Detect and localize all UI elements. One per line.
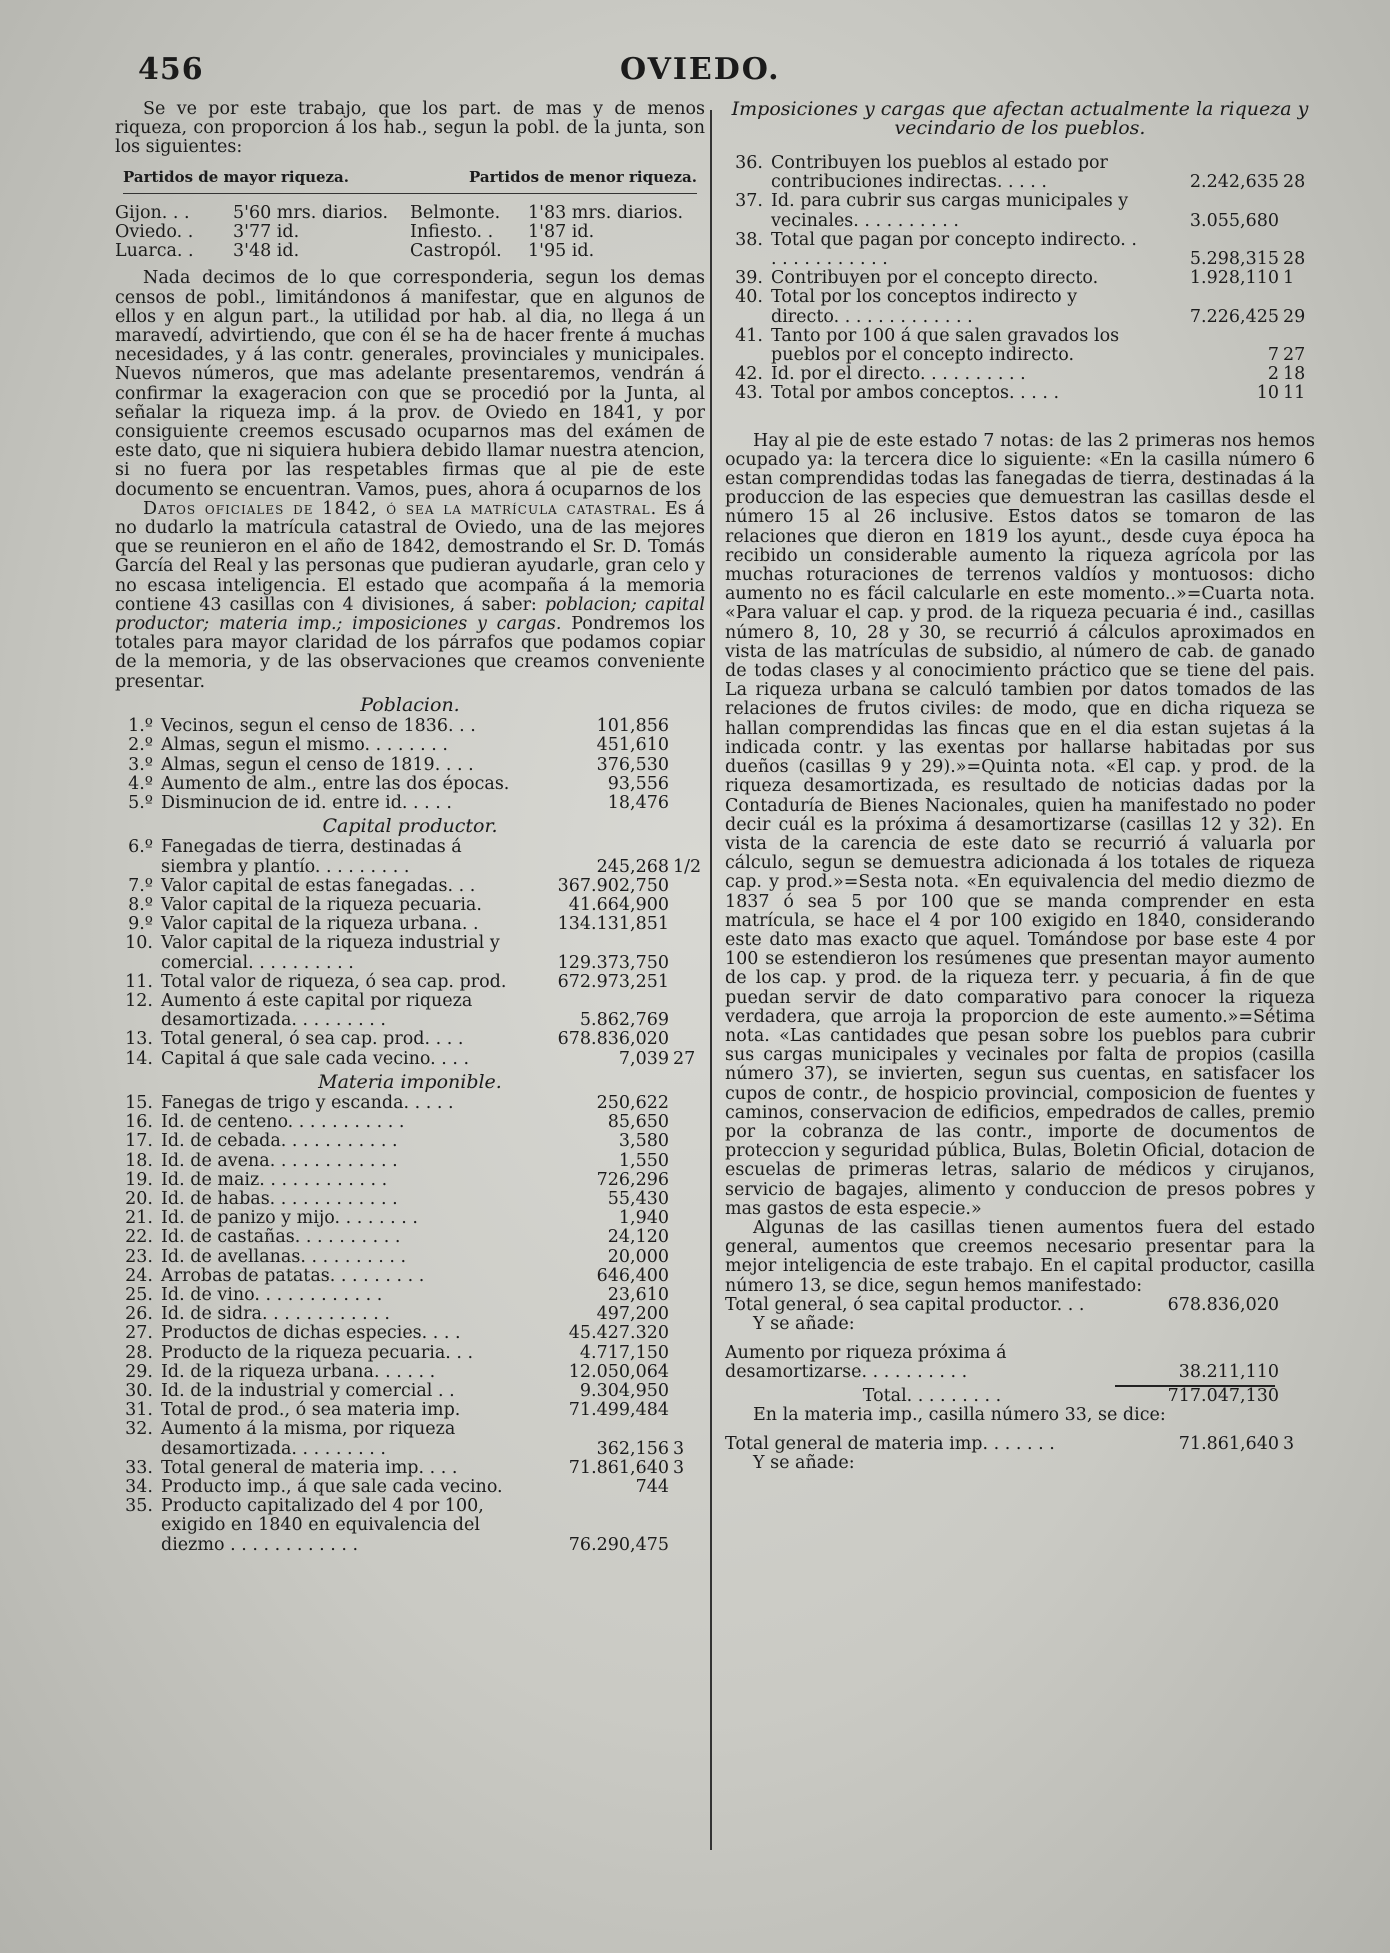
list-item bbox=[115, 838, 705, 876]
item-number: 4.º bbox=[128, 773, 153, 794]
item-label: Id. de cebada. . . . . . . . . . . bbox=[161, 1131, 398, 1152]
list-item bbox=[115, 1267, 705, 1286]
item-value: 4.717,150 bbox=[579, 1342, 669, 1363]
en-la-materia: En la materia imp., casilla número 33, se dice: bbox=[753, 1404, 1166, 1425]
section-imposiciones: Imposiciones y cargas que afectan actualmente la riqueza y vecindario de los pueblos. bbox=[731, 98, 1309, 139]
item-value: 1,550 bbox=[618, 1150, 669, 1171]
item-label: Valor capital de la riqueza industrial y comercial. . . . . . . . . . bbox=[161, 933, 500, 973]
item-label: Producto de la riqueza pecuaria. . . bbox=[161, 1342, 474, 1363]
item-number: 24. bbox=[125, 1265, 153, 1286]
list-item bbox=[115, 896, 705, 915]
item-value: 5.298,315 bbox=[1189, 249, 1279, 270]
item-number: 5.º bbox=[128, 792, 153, 813]
item-suffix: 1/2 bbox=[673, 856, 702, 877]
total-label: Total. . . . . . . . . bbox=[862, 1385, 1002, 1406]
left-column bbox=[115, 100, 705, 1555]
total-value: 717.047,130 bbox=[1167, 1385, 1279, 1406]
total-capital-row bbox=[725, 1296, 1315, 1315]
item-label: Total por los conceptos indirecto y directo. . . . . . . . . . . . . bbox=[771, 287, 1078, 327]
item-value: 71.499,484 bbox=[568, 1400, 669, 1421]
item-value: 18,476 bbox=[607, 792, 669, 813]
item-label: Tanto por 100 á que salen gravados los pueblos por el concepto indirecto. bbox=[771, 325, 1120, 366]
para-nada-decimos: Nada decimos de lo que corresponderia, segun los demas censos de pobl., limitándonos á manifestar, que en algunos de ellos y en algun part., la utilidad por hab. al dia, no llega á un maravedí, advirtiendo, que con él se ha de hacer frente á muchas necesidades, y á las contr. generales, provinciales y municipales. Nuevos números, que mas adelante presentaremos, vendrán á confirmar la exageracion con que se procedió por la Junta, al señalar la riqueza imp. á la prov. de Oviedo en 1841, y por consiguiente creemos escusado ocuparnos mas del exámen de este dato, que ni siquiera hubiera debido llamar nuestra atencion, si no fuera por las respetables firmas que al pie de este documento se encuentran. Vamos, pues, ahora á ocuparnos de los bbox=[115, 268, 705, 500]
item-value: 672.973,251 bbox=[557, 971, 669, 992]
list-item bbox=[725, 327, 1315, 365]
list-item bbox=[115, 915, 705, 934]
partidos-cell: Luarca. . bbox=[115, 241, 194, 262]
item-number: 6.º bbox=[128, 837, 153, 858]
item-label: Producto capitalizado del 4 por 100, exigido en 1840 en equivalencia del diezmo . . . . . . . . . . . . bbox=[161, 1496, 484, 1555]
partidos-row bbox=[115, 223, 705, 242]
aumento-row bbox=[725, 1344, 1315, 1382]
list-item bbox=[115, 1050, 705, 1069]
item-label: Disminucion de id. entre id. . . . . bbox=[161, 792, 452, 813]
item-number: 32. bbox=[125, 1419, 153, 1440]
partidos-table-header bbox=[115, 168, 705, 187]
item-label: Fanegadas de tierra, destinadas á siembra y plantío. . . . . . . . . bbox=[161, 837, 462, 877]
item-label: Producto imp., á que sale cada vecino. bbox=[161, 1477, 503, 1498]
item-label: Id. de la industrial y comercial . . bbox=[161, 1381, 455, 1401]
item-label: Valor capital de la riqueza urbana. . bbox=[161, 914, 479, 935]
item-number: 40. bbox=[735, 287, 763, 308]
item-value: 7 bbox=[1267, 345, 1279, 366]
item-value: 55,430 bbox=[607, 1188, 669, 1209]
item-value: 24,120 bbox=[607, 1227, 669, 1248]
item-number: 25. bbox=[125, 1284, 153, 1305]
item-label: Total que pagan por concepto indirecto. . . . . . . . . . . . . bbox=[771, 229, 1137, 270]
item-suffix: 11 bbox=[1283, 383, 1306, 404]
total-capital-value: 678.836,020 bbox=[1167, 1294, 1279, 1315]
item-value: 2.242,635 bbox=[1189, 172, 1279, 193]
total-row bbox=[725, 1387, 1315, 1406]
item-value: 129.373,750 bbox=[557, 952, 669, 973]
partidos-table bbox=[115, 204, 705, 262]
list-item bbox=[115, 794, 705, 813]
list-item bbox=[115, 756, 705, 775]
partidos-cell: 1'87 id. bbox=[528, 222, 595, 243]
item-label: Id. de la riqueza urbana. . . . . . bbox=[161, 1361, 436, 1382]
list-item bbox=[115, 1094, 705, 1113]
partidos-cell: Belmonte. bbox=[410, 202, 501, 223]
item-value: 678.836,020 bbox=[557, 1029, 669, 1050]
item-number: 12. bbox=[125, 990, 153, 1011]
item-suffix: 29 bbox=[1283, 306, 1306, 327]
list-item bbox=[115, 1478, 705, 1497]
list-item bbox=[725, 231, 1315, 269]
item-number: 34. bbox=[125, 1477, 153, 1498]
list-item bbox=[115, 1459, 705, 1478]
item-number: 11. bbox=[125, 971, 153, 992]
item-value: 726,296 bbox=[596, 1169, 669, 1190]
item-value: 12.050,064 bbox=[568, 1361, 669, 1382]
item-number: 42. bbox=[735, 364, 763, 385]
item-number: 31. bbox=[125, 1400, 153, 1421]
item-label: Id. de centeno. . . . . . . . . . . bbox=[161, 1112, 405, 1133]
item-value: 23,610 bbox=[607, 1284, 669, 1305]
item-number: 41. bbox=[735, 325, 763, 346]
item-label: Id. de avena. . . . . . . . . . . . bbox=[161, 1150, 398, 1171]
item-number: 38. bbox=[735, 229, 763, 250]
list-item bbox=[725, 384, 1315, 403]
poblacion-list bbox=[115, 717, 705, 813]
item-value: 71.861,640 bbox=[568, 1457, 669, 1478]
partidos-mayor-header: Partidos de mayor riqueza. bbox=[123, 167, 349, 186]
list-item bbox=[115, 973, 705, 992]
item-number: 26. bbox=[125, 1304, 153, 1325]
item-label: Productos de dichas especies. . . . bbox=[161, 1323, 461, 1344]
item-label: Id. de avellanas. . . . . . . . . . bbox=[161, 1246, 407, 1267]
item-label: Id. de habas. . . . . . . . . . . . bbox=[161, 1188, 398, 1209]
item-label: Valor capital de estas fanegadas. . . bbox=[161, 875, 476, 896]
item-label: Vecinos, segun el censo de 1836. . . bbox=[161, 716, 476, 737]
list-item bbox=[115, 1344, 705, 1363]
list-item bbox=[725, 365, 1315, 384]
aumento-label: Aumento por riqueza próxima á desamortizarse. . . . . . . . . . bbox=[725, 1343, 1007, 1383]
item-label: Almas, segun el mismo. . . . . . . . bbox=[161, 735, 448, 756]
item-number: 19. bbox=[125, 1169, 153, 1190]
partidos-cell: 1'95 id. bbox=[528, 241, 595, 262]
list-item bbox=[115, 1113, 705, 1132]
item-value: 1,940 bbox=[618, 1208, 669, 1229]
item-value: 134.131,851 bbox=[557, 914, 669, 935]
item-label: Arrobas de patatas. . . . . . . . . bbox=[161, 1265, 425, 1286]
item-number: 14. bbox=[125, 1048, 153, 1069]
para-datos-oficiales bbox=[115, 500, 705, 692]
item-label: Total valor de riqueza, ó sea cap. prod. bbox=[161, 971, 507, 992]
total-materia-label: Total general de materia imp. . . . . . . bbox=[725, 1434, 1055, 1454]
item-label: Contribuyen por el concepto directo. bbox=[771, 268, 1099, 289]
item-number: 17. bbox=[125, 1131, 153, 1152]
list-item bbox=[115, 717, 705, 736]
list-item bbox=[115, 1190, 705, 1209]
item-number: 29. bbox=[125, 1361, 153, 1382]
item-value: 5.862,769 bbox=[579, 1010, 669, 1031]
y-se-anade-2: Y se añade: bbox=[753, 1453, 855, 1474]
list-item bbox=[115, 1171, 705, 1190]
item-number: 23. bbox=[125, 1246, 153, 1267]
item-value: 101,856 bbox=[596, 716, 669, 737]
item-value: 1.928,110 bbox=[1189, 268, 1279, 289]
item-label: Contribuyen los pueblos al estado por contribuciones indirectas. . . . . bbox=[771, 153, 1108, 193]
item-number: 22. bbox=[125, 1227, 153, 1248]
item-value: 20,000 bbox=[607, 1246, 669, 1267]
section-materia-imponible: Materia imponible. bbox=[318, 1070, 502, 1093]
item-label: Aumento á la misma, por riqueza desamortizada. . . . . . . . . bbox=[161, 1419, 456, 1459]
list-item bbox=[115, 1248, 705, 1267]
item-value: 451,610 bbox=[596, 735, 669, 756]
list-item bbox=[115, 775, 705, 794]
partidos-cell: 3'77 id. bbox=[233, 222, 300, 243]
item-number: 20. bbox=[125, 1188, 153, 1209]
list-item bbox=[725, 192, 1315, 230]
item-suffix: 1 bbox=[1283, 268, 1295, 289]
item-number: 39. bbox=[735, 268, 763, 289]
item-number: 13. bbox=[125, 1029, 153, 1050]
item-label: Id. de maiz. . . . . . . . . . . . bbox=[161, 1169, 388, 1190]
list-item bbox=[115, 992, 705, 1030]
table-rule bbox=[123, 193, 697, 194]
aumento-value: 38.211,110 bbox=[1178, 1362, 1279, 1383]
item-value: 367.902,750 bbox=[557, 875, 669, 896]
page-title: OVIEDO. bbox=[620, 52, 781, 87]
item-number: 10. bbox=[125, 933, 153, 954]
item-value: 85,650 bbox=[607, 1112, 669, 1133]
para-algunas-casillas: Algunas de las casillas tienen aumentos fuera del estado general, aumentos que creemos necesario presentar para la mejor inteligencia de este trabajo. En el capital productor, casilla número 13, se dice, segun hemos manifestado: bbox=[725, 1217, 1315, 1296]
item-number: 8.º bbox=[128, 894, 153, 915]
list-item bbox=[115, 1401, 705, 1420]
item-number: 16. bbox=[125, 1112, 153, 1133]
datos-oficiales-heading: Datos oficiales de 1842, ó sea la matrícula catastral. bbox=[143, 498, 658, 519]
item-suffix: 27 bbox=[673, 1048, 696, 1069]
list-item bbox=[115, 1363, 705, 1382]
item-value: 250,622 bbox=[596, 1092, 669, 1113]
list-item bbox=[115, 1030, 705, 1049]
item-value: 45.427.320 bbox=[568, 1323, 669, 1344]
item-value: 497,200 bbox=[596, 1304, 669, 1325]
partidos-cell: Castropól. bbox=[410, 241, 502, 262]
total-capital-label: Total general, ó sea capital productor. . . bbox=[725, 1294, 1085, 1315]
item-value: 7.226,425 bbox=[1189, 306, 1279, 327]
y-se-anade-1: Y se añade: bbox=[753, 1313, 855, 1334]
item-suffix: 28 bbox=[1283, 172, 1306, 193]
item-suffix: 3 bbox=[673, 1438, 685, 1459]
right-column bbox=[725, 100, 1315, 1473]
list-item bbox=[725, 154, 1315, 192]
item-number: 7.º bbox=[128, 875, 153, 896]
item-value: 10 bbox=[1256, 383, 1279, 404]
item-label: Valor capital de la riqueza pecuaria. bbox=[161, 894, 482, 915]
capital-list bbox=[115, 838, 705, 1068]
item-label: Id. para cubrir sus cargas municipales y vecinales. . . . . . . . . . bbox=[771, 191, 1129, 231]
partidos-cell: Gijon. . . bbox=[115, 202, 190, 223]
item-label: Total general de materia imp. . . . bbox=[161, 1457, 458, 1478]
item-value: 646,400 bbox=[596, 1265, 669, 1286]
section-capital-productor: Capital productor. bbox=[322, 815, 498, 838]
list-item bbox=[115, 934, 705, 972]
item-label: Id. de panizo y mijo. . . . . . . . bbox=[161, 1208, 418, 1229]
list-item bbox=[115, 1382, 705, 1401]
item-label: Total por ambos conceptos. . . . . bbox=[771, 383, 1060, 404]
list-item bbox=[115, 1152, 705, 1171]
item-value: 376,530 bbox=[596, 754, 669, 775]
list-item bbox=[115, 1305, 705, 1324]
notes-paragraph: Hay al pie de este estado 7 notas: de las 2 primeras nos hemos ocupado ya: la tercera dice lo siguiente: «En la casilla número 6 estan comprendidas todas las fanegadas de tierra, destinadas á la produccion de las especies que demuestran las casillas desde el número 15 al 26 inclusive. Estos datos se tomaron de las relaciones que dieron en 1819 los ayunt., desde cuya época ha recibido un considerable aumento la riqueza agrícola por las muchas roturaciones de terrenos valdíos y montuosos: dicho aumento no es fácil calcularle en este momento..»=Cuarta nota. «Para valuar el cap. y prod. de la riqueza pecuaria é ind., casillas número 8, 10, 28 y 30, se recurrió á cálculos aproximados en vista de las matrículas de subsidio, al número de cab. de ganado de todas clases y al conocimiento práctico que se tiene del pais. La riqueza urbana se calculó tambien por datos tomados de las relaciones de frutos civiles: de modo, que en dicha riqueza se hallan comprendidas las fincas que en el dia estan sujetas á la indicada contr. y las exentas por hallarse habitadas por sus dueños (casillas 9 y 29).»=Quinta nota. «El cap. y prod. de la riqueza desamortizada, es resultado de noticias dadas por la Contaduría de Bienes Nacionales, quien ha manifestado no poder decir cuál es la próxima á desamortizarse (casillas 12 y 32). En vista de la carencia de este dato se recurrió á valuarla por cálculo, segun se demuestra adicionada á los totales de riqueza cap. y prod.»=Sesta nota. «En equivalencia del medio diezmo de 1837 ó sea 5 por 100 que se manda comprender en esta matrícula, se hace el 4 por 100 exigido en 1840, considerando este dato mas exacto que aquel. Tomándose por base este 4 por 100 se estendieron los resúmenes que presentan mayor aumento de los cap. y prod. de la riqueza terr. y pecuaria, á fin de que puedan servir de dato comparativo para conocer la riqueza verdadera, que arroja la proporcion de este aumento.»=Sétima nota. «Las cantidades que pesan sobre los pueblos para cubrir sus cargas municipales y vecinales por falta de propios (casilla número 37), se invierten, segun sus cuentas, en satisfacer los cupos de contr., de hospicio provincial, composicion de fuentes y caminos, conservacion de edificios, empedrados de calles, premio por la cobranza de las contr., importe de documentos de proteccion y seguridad pública, Bulas, Boletin Oficial, dotacion de escuelas de primeras letras, salario de médicos y cirujanos, servicio de bagajes, alimento y conduccion de presos pobres y mas gastos de esta especie.» bbox=[725, 430, 1315, 1219]
item-value: 744 bbox=[635, 1477, 669, 1498]
item-value: 362,156 bbox=[596, 1438, 669, 1459]
item-number: 35. bbox=[125, 1496, 153, 1517]
list-item bbox=[115, 1497, 705, 1555]
item-suffix: 18 bbox=[1283, 364, 1306, 385]
divisiones-list: poblacion; capital productor; materia imp.; imposiciones y cargas. bbox=[115, 594, 705, 635]
partidos-cell: 1'83 mrs. diarios. bbox=[528, 202, 684, 223]
item-number: 15. bbox=[125, 1092, 153, 1113]
partidos-menor-header: Partidos de menor riqueza. bbox=[469, 167, 697, 186]
list-item bbox=[115, 1286, 705, 1305]
item-number: 37. bbox=[735, 191, 763, 212]
list-item bbox=[115, 1132, 705, 1151]
item-number: 28. bbox=[125, 1342, 153, 1363]
item-label: Almas, segun el censo de 1819. . . . bbox=[161, 754, 474, 775]
item-value: 41.664,900 bbox=[568, 894, 669, 915]
item-label: Aumento á este capital por riqueza desamortizada. . . . . . . . . bbox=[161, 990, 473, 1031]
item-number: 21. bbox=[125, 1208, 153, 1229]
imposiciones-list bbox=[725, 154, 1315, 404]
total-materia-suffix: 3 bbox=[1283, 1434, 1295, 1454]
partidos-row bbox=[115, 242, 705, 261]
item-value: 9.304,950 bbox=[579, 1381, 669, 1401]
item-label: Id. de castañas. . . . . . . . . . bbox=[161, 1227, 401, 1248]
item-number: 2.º bbox=[128, 735, 153, 756]
item-value: 245,268 bbox=[596, 856, 669, 877]
item-value: 3,580 bbox=[618, 1131, 669, 1152]
list-item bbox=[115, 736, 705, 755]
item-number: 30. bbox=[125, 1381, 153, 1401]
item-value: 2 bbox=[1267, 364, 1279, 385]
item-value: 93,556 bbox=[607, 773, 669, 794]
item-number: 33. bbox=[125, 1457, 153, 1478]
partidos-row bbox=[115, 204, 705, 223]
item-suffix: 3 bbox=[673, 1457, 685, 1478]
column-divider bbox=[710, 110, 712, 1850]
intro-paragraph: Se ve por este trabajo, que los part. de mas y de menos riqueza, con proporcion á los hab., segun la pobl. de la junta, son los siguientes: bbox=[115, 99, 705, 158]
item-number: 18. bbox=[125, 1150, 153, 1171]
list-item bbox=[115, 1324, 705, 1343]
item-value: 3.055,680 bbox=[1189, 210, 1279, 231]
list-item bbox=[115, 1420, 705, 1458]
materia-list bbox=[115, 1094, 705, 1555]
item-number: 9.º bbox=[128, 914, 153, 935]
item-number: 1.º bbox=[128, 716, 153, 737]
item-label: Id. de sidra. . . . . . . . . . . . bbox=[161, 1304, 390, 1325]
item-suffix: 27 bbox=[1283, 345, 1306, 366]
partidos-cell: Oviedo. . bbox=[115, 222, 194, 243]
list-item bbox=[725, 269, 1315, 288]
total-materia-row bbox=[725, 1435, 1315, 1454]
item-value: 76.290,475 bbox=[568, 1534, 669, 1555]
partidos-cell: 5'60 mrs. diarios. bbox=[233, 202, 389, 223]
list-item bbox=[115, 1209, 705, 1228]
item-label: Capital á que sale cada vecino. . . . bbox=[161, 1048, 470, 1069]
item-label: Aumento de alm., entre las dos épocas. bbox=[161, 773, 510, 794]
item-number: 36. bbox=[735, 153, 763, 173]
datos-oficiales-end: Pondremos los totales para mayor claridad de los párrafos que podamos copiar de la memoria, y de las observaciones que creamos conveniente presentar. bbox=[115, 614, 705, 692]
item-label: Fanegas de trigo y escanda. . . . . bbox=[161, 1092, 454, 1113]
item-label: Id. de vino. . . . . . . . . . . . bbox=[161, 1284, 383, 1305]
item-number: 43. bbox=[735, 383, 763, 404]
total-materia-value: 71.861,640 bbox=[1178, 1434, 1279, 1454]
partidos-cell: 3'48 id. bbox=[233, 241, 300, 262]
page-number: 456 bbox=[138, 52, 204, 87]
item-number: 27. bbox=[125, 1323, 153, 1344]
partidos-cell: Infiesto. . bbox=[410, 222, 494, 243]
item-number: 3.º bbox=[128, 754, 153, 775]
list-item bbox=[725, 288, 1315, 326]
datos-oficiales-text: Es á no dudarlo la matrícula catastral de Oviedo, una de las mejores que se reunieron en el año de 1842, demostrando el Sr. D. Tomás García del Real y las personas que pudieran ayudarle, gran celo y no escasa inteligencia. El estado que acompaña á la memoria contiene 43 casillas con 4 divisiones, á saber: bbox=[115, 498, 705, 615]
item-value: 7,039 bbox=[618, 1048, 669, 1069]
list-item bbox=[115, 1228, 705, 1247]
item-suffix: 28 bbox=[1283, 249, 1306, 270]
item-label: Id. por el directo. . . . . . . . . . bbox=[771, 364, 1026, 385]
list-item bbox=[115, 877, 705, 896]
section-poblacion: Poblacion. bbox=[360, 693, 460, 716]
item-label: Total general, ó sea cap. prod. . . . bbox=[161, 1029, 464, 1050]
item-label: Total de prod., ó sea materia imp. bbox=[161, 1400, 461, 1421]
